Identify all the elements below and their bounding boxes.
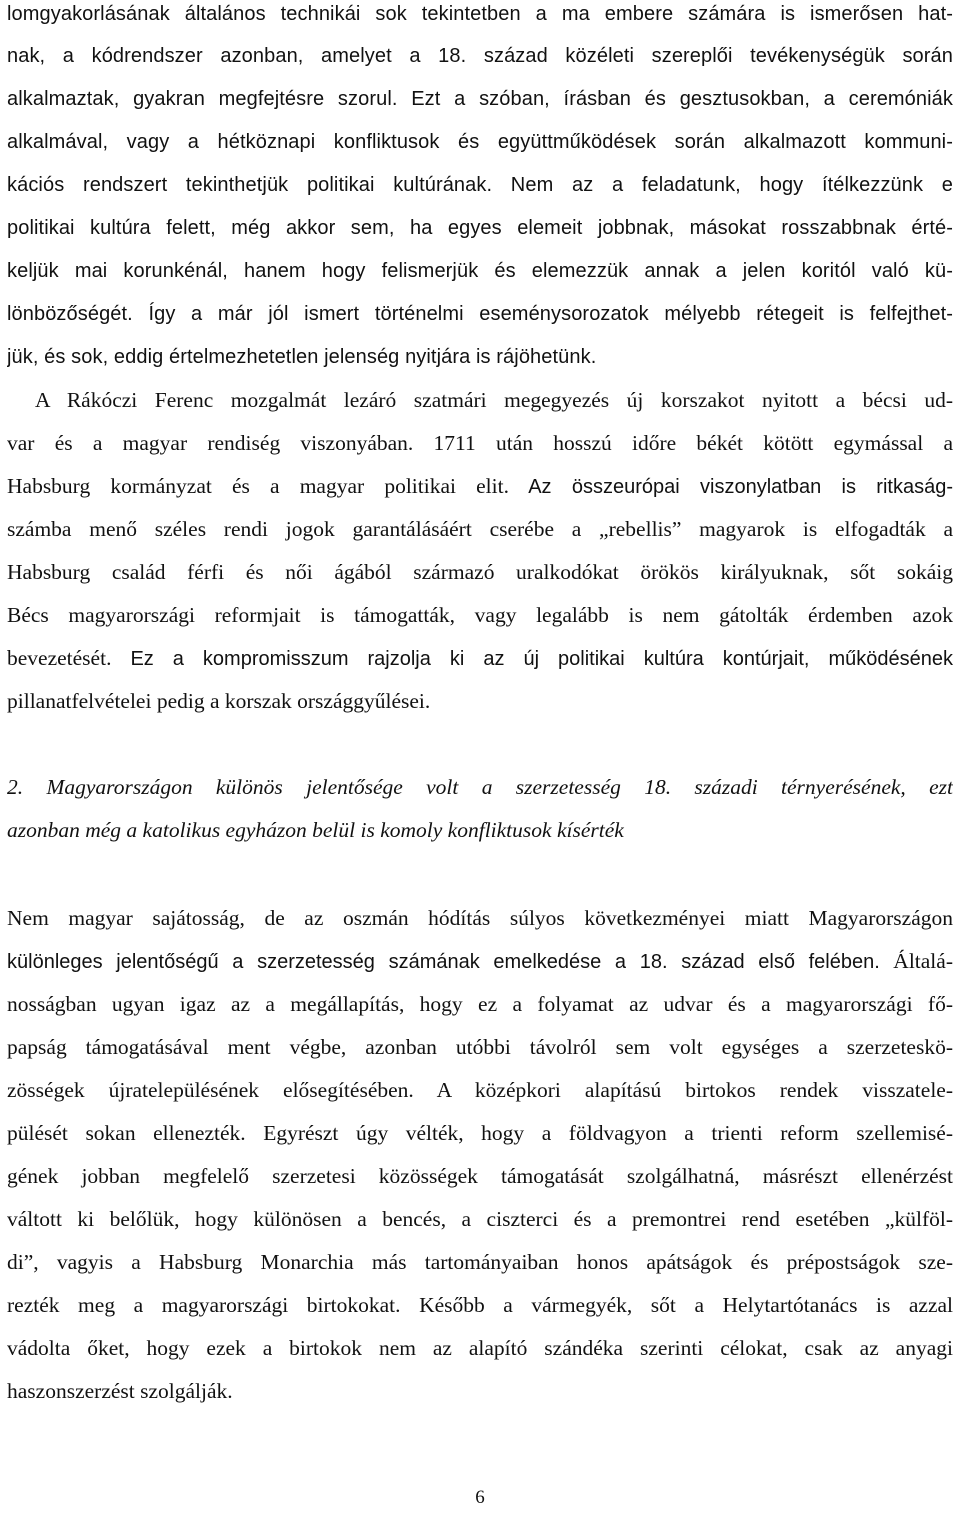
- text-line: Nem magyar sajátosság, de az oszmán hódítás súlyos következményei miatt Magyarországon: [7, 906, 953, 930]
- text-line: jük, és sok, eddig értelmezhetetlen jelenség nyitjára is rájöhetünk.: [7, 346, 597, 368]
- text-line: rezték meg a magyarországi birtokokat. Később a vármegyék, sőt a Helytartótanács is azzal: [7, 1293, 953, 1317]
- text-line: papság támogatásával ment végbe, azonban utóbbi távolról sem volt egységes a szerzeteskö-: [7, 1035, 953, 1059]
- text-line: lönbözőségét. Így a már jól ismert történelmi eseménysorozatok mélyebb rétegeit is felfejthet-: [7, 303, 953, 325]
- text-span: Általá-: [879, 949, 953, 973]
- text-line: [7, 946, 953, 976]
- text-line: számba menő széles rendi jogok garantálásáért cserébe a „rebellis” magyarok is elfogadták a: [7, 517, 953, 541]
- text-line: alkalmával, vagy a hétköznapi konfliktusok és együttműködések során alkalmazott kommuni-: [7, 131, 953, 153]
- text-span: különleges jelentőségű a szerzetesség számának emelkedése a 18. század első felében.: [7, 951, 880, 973]
- text-line: nosságban ugyan igaz az a megállapítás, hogy ez a folyamat az udvar és a magyarországi fő-: [7, 992, 953, 1016]
- text-span: Habsburg kormányzat és a magyar politikai elit.: [7, 474, 509, 498]
- text-line: keljük mai korunkénál, hanem hogy felismerjük és elemezzük annak a jelen koritól való kü-: [7, 260, 953, 282]
- page-number: 6: [475, 1487, 485, 1508]
- text-line: gének jobban megfelelő szerzetesi közösségek támogatását szolgálhatná, másrészt ellenérzést: [7, 1164, 953, 1188]
- text-line: váltott ki belőlük, hogy különösen a bencés, a ciszterci és a premontrei rend esetében „külföl-: [7, 1207, 953, 1231]
- text-span: Az összeurópai viszonylatban is ritkaság-: [508, 476, 953, 498]
- section-heading: 2. Magyarországon különös jelentősége volt a szerzetesség 18. századi térnyerésének, ezt: [7, 775, 953, 799]
- section-heading: azonban még a katolikus egyházon belül is komoly konfliktusok kísérték: [7, 818, 624, 842]
- text-line: vádolta őket, hogy ezek a birtokok nem az alapító szándéka szerinti célokat, csak az anyagi: [7, 1336, 953, 1360]
- text-line: pillanatfelvételei pedig a korszak országgyűlései.: [7, 689, 431, 713]
- text-line: [7, 643, 953, 673]
- text-line: kációs rendszert tekinthetjük politikai kultúrának. Nem az a feladatunk, hogy ítélkezzünk e: [7, 174, 953, 196]
- text-line: lomgyakorlásának általános technikái sok tekintetben a ma embere számára is ismerősen hat-: [7, 3, 953, 25]
- text-line: alkalmaztak, gyakran megfejtésre szorul. Ezt a szóban, írásban és gesztusokban, a ceremóniák: [7, 88, 953, 110]
- text-line: Bécs magyarországi reformjait is támogatták, vagy legalább is nem gátolták érdemben azok: [7, 603, 953, 627]
- text-line: zösségek újratelepülésének elősegítésében. A középkori alapítású birtokos rendek visszatele-: [7, 1078, 953, 1102]
- text-span: bevezetését.: [7, 646, 112, 670]
- text-line: var és a magyar rendiség viszonyában. 1711 után hosszú időre békét kötött egymással a: [7, 431, 953, 455]
- text-span: Ez a kompromisszum rajzolja ki az új politikai kultúra kontúrjait, működésének: [111, 648, 953, 670]
- text-line: nak, a kódrendszer azonban, amelyet a 18. század közéleti szereplői tevékenységük során: [7, 45, 953, 67]
- text-line: Habsburg család férfi és női ágából származó uralkodókat örökös királyuknak, sőt sokáig: [7, 560, 953, 584]
- text-line: haszonszerzést szolgálják.: [7, 1379, 233, 1403]
- text-line: di”, vagyis a Habsburg Monarchia más tartományaiban honos apátságok és prépostságok sze-: [7, 1250, 953, 1274]
- text-line: pülését sokan ellenezték. Egyrészt úgy vélték, hogy a földvagyon a trienti reform szellemisé-: [7, 1121, 953, 1145]
- text-line: A Rákóczi Ferenc mozgalmát lezáró szatmári megegyezés új korszakot nyitott a bécsi ud-: [35, 388, 953, 412]
- text-line: politikai kultúra felett, még akkor sem, ha egyes elemeit jobbnak, másokat rosszabbnak érté-: [7, 217, 953, 239]
- text-line: [7, 471, 953, 501]
